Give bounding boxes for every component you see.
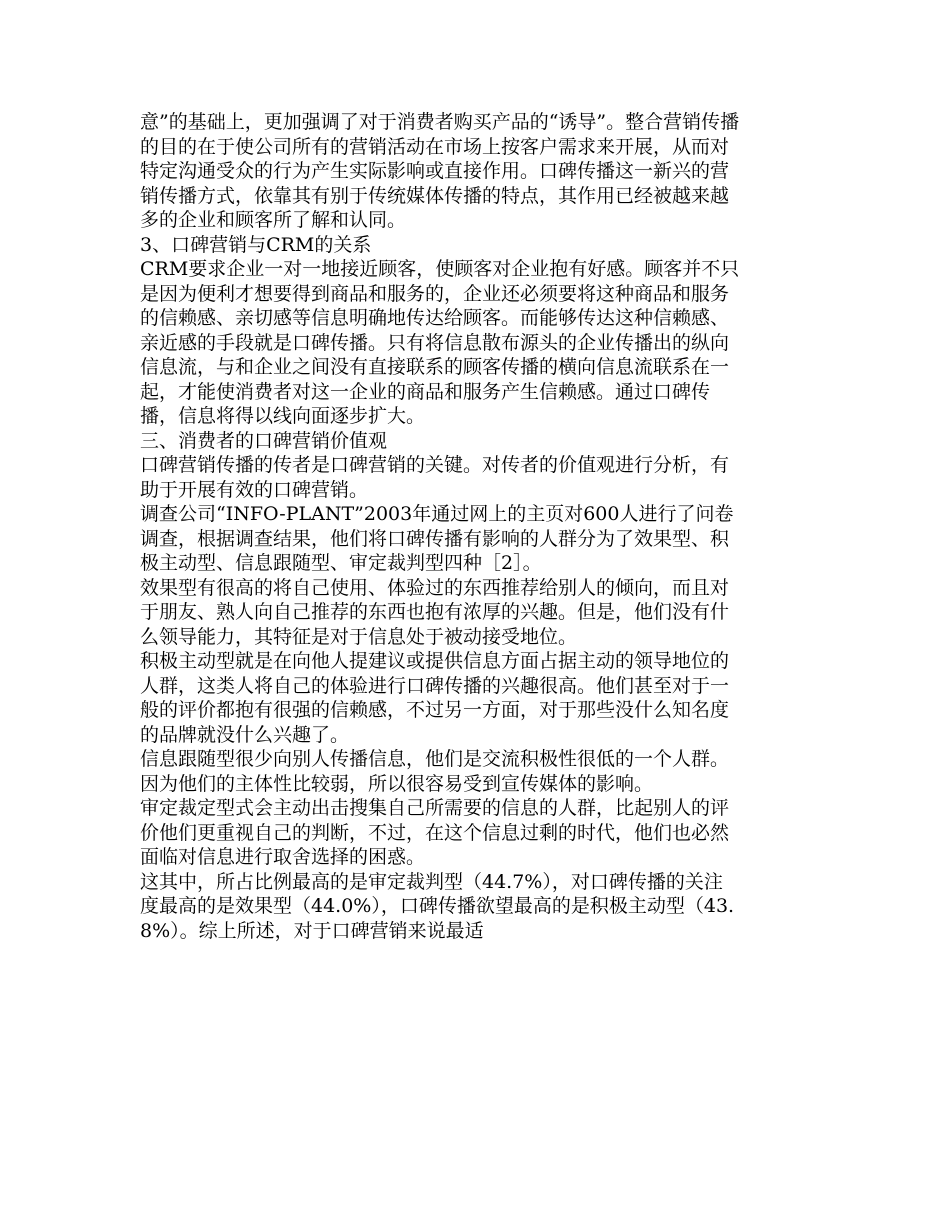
paragraph-communicator-key: 口碑营销传播的传者是口碑营销的关键。对传者的价值观进行分析，有助于开展有效的口碑营销。: [140, 454, 730, 501]
paragraph-effect-type: 效果型有很高的将自己使用、体验过的东西推荐给别人的倾向，而且对于朋友、熟人向自己推荐的东西也抱有浓厚的兴趣。但是，他们没有什么领导能力，其特征是对于信息处于被动接受地位。: [140, 576, 730, 648]
paragraph-judge-type: 审定裁定型式会主动出击搜集自己所需要的信息的人群，比起别人的评价他们更重视自己的判断，不过，在这个信息过剩的时代，他们也必然面临对信息进行取舍选择的困惑。: [140, 797, 730, 868]
paragraph-integrated-marketing: 意”的基础上，更加强调了对于消费者购买产品的“诱导”。整合营销传播的目的在于使公司所有的营销活动在市场上按客户需求来开展，从而对特定沟通受众的行为产生实际影响或直接作用。口碑传播这一新兴的营销传播方式，依靠其有别于传统媒体传播的特点，其作用已经被越来越多的企业和顾客所了解和认同。: [140, 111, 740, 231]
paragraph-active-type: 积极主动型就是在向他人提建议或提供信息方面占据主动的领导地位的人群，这类人将自己的体验进行口碑传播的兴趣很高。他们甚至对于一般的评价都抱有很强的信赖感，不过另一方面，对于那些没什么知名度的品牌就没什么兴趣了。: [140, 650, 730, 746]
paragraph-follower-type: 信息跟随型很少向别人传播信息，他们是交流积极性很低的一个人群。因为他们的主体性比较弱，所以很容易受到宣传媒体的影响。: [140, 748, 730, 795]
document-page: [140, 110, 740, 943]
section-heading-consumer-values: 三、消费者的口碑营销价值观: [140, 429, 388, 452]
section-heading-crm: 3、口碑营销与CRM的关系: [140, 233, 372, 256]
paragraph-crm: CRM要求企业一对一地接近顾客，使顾客对企业抱有好感。顾客并不只是因为便利才想要得到商品和服务的，企业还必须要将这种商品和服务的信赖感、亲切感等信息明确地传达给顾客。而能够传达这种信赖感、亲近感的手段就是口碑传播。只有将信息散布源头的企业传播出的纵向信息流，与和企业之间没有直接联系的顾客传播的横向信息流联系在一起，才能使消费者对这一企业的商品和服务产生信赖感。通过口碑传播，信息将得以线向面逐步扩大。: [140, 258, 740, 427]
paragraph-summary: 这其中，所占比例最高的是审定裁判型（44.7%），对口碑传播的关注度最高的是效果型（44.0%），口碑传播欲望最高的是积极主动型（43.8%）。综上所述，对于口碑营销来说最适: [140, 870, 735, 942]
paragraph-survey: 调查公司“INFO-PLANT”2003年通过网上的主页对600人进行了问卷调查，根据调查结果，他们将口碑传播有影响的人群分为了效果型、积极主动型、信息跟随型、审定裁判型四种［2］。: [140, 503, 734, 574]
